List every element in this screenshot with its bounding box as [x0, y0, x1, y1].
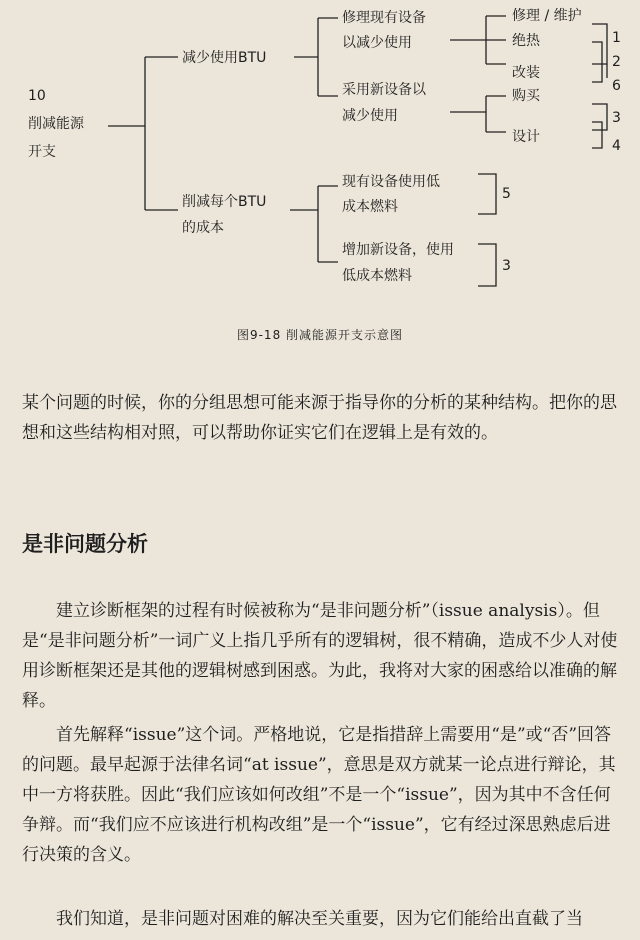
paragraph-1: 某个问题的时候，你的分组思想可能来源于指导你的分析的某种结构。把你的思想和这些结构相对照，可以帮助你证实它们在逻辑上是有效的。	[22, 393, 617, 443]
bracket-2	[592, 42, 602, 82]
leaf-insulate: 绝热	[512, 33, 540, 49]
leaf-modify: 改装	[512, 65, 540, 81]
a2-line1: 采用新设备以	[342, 82, 426, 98]
leaf-repair: 修理 / 维护	[512, 8, 582, 24]
paragraph-4: 我们知道，是非问题对困难的解决至关重要，因为它们能给出直截了当	[56, 909, 583, 929]
b1-line1: 现有设备使用低	[342, 174, 440, 190]
root-number: 10	[28, 88, 46, 104]
num-3b: 3	[502, 258, 511, 274]
bracket-3b	[478, 244, 496, 286]
bracket-4	[592, 122, 602, 148]
b2-line2: 低成本燃料	[342, 268, 412, 284]
num-3a: 3	[612, 110, 621, 126]
b2-line1: 增加新设备，使用	[342, 242, 454, 258]
figure-caption: 图9-18 削减能源开支示意图	[236, 328, 404, 342]
bracket-5	[478, 174, 496, 214]
branch-b-line1: 削减每个BTU	[182, 194, 267, 210]
leaf-buy: 购买	[512, 88, 540, 104]
bracket-1	[592, 24, 607, 64]
root-label-line2: 开支	[28, 144, 56, 160]
a1-line2: 以减少使用	[342, 35, 412, 51]
leaf-design: 设计	[512, 129, 540, 145]
num-2: 2	[612, 54, 621, 70]
a1-line1: 修理现有设备	[342, 10, 426, 26]
branch-b-line2: 的成本	[182, 220, 224, 236]
bracket-3a	[592, 104, 607, 130]
num-6: 6	[612, 78, 621, 94]
branch-a-label: 减少使用BTU	[182, 50, 267, 66]
num-5: 5	[502, 186, 511, 202]
num-4: 4	[612, 138, 621, 154]
paragraph-2: 建立诊断框架的过程有时候被称为“是非问题分析”（issue analysis）。但是“是非问题分析”一词广义上指几乎所有的逻辑树，很不精确，造成不少人对使用诊断框架还是其他的逻辑树感到困惑。为此，我将对大家的困惑给以准确的解释。	[22, 601, 618, 711]
a2-line2: 减少使用	[342, 108, 398, 124]
num-1: 1	[612, 30, 621, 46]
paragraph-3: 首先解释“issue”这个词。严格地说，它是指措辞上需要用“是”或“否”回答的问题。最早起源于法律名词“at issue”，意思是双方就某一论点进行辩论，其中一方将获胜。因此“我们应该如何改组”不是一个“issue”，因为其中不含任何争辩。而“我们应不应该进行机构改组”是一个“issue”，它有经过深思熟虑后进行决策的含义。	[22, 725, 616, 865]
section-heading: 是非问题分析	[22, 532, 148, 556]
root-label-line1: 削减能源	[28, 116, 84, 132]
logic-tree-diagram	[0, 0, 640, 340]
b1-line2: 成本燃料	[342, 199, 398, 215]
